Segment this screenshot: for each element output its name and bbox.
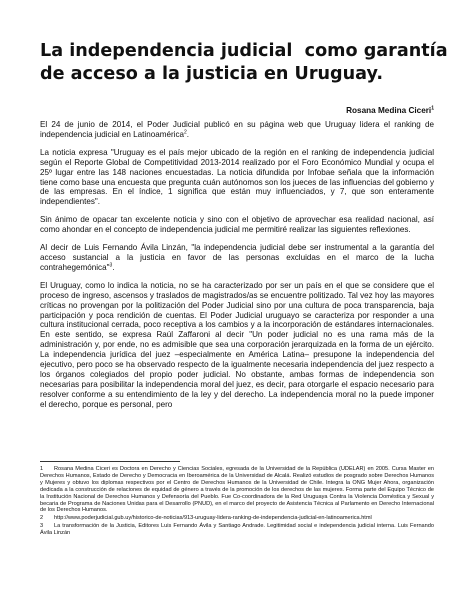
paragraph: La noticia expresa "Uruguay es el país mejor ubicado de la región en el ranking de independencia judicial según el Reporte Global de Competitividad 2013-2014 realizado por el Foro Económico Mundial y ocupa el 25º lugar entre las 148 naciones encuestadas. La noticia difundida por Infobae señala que la información tiene como base una encuesta que pregunta cuán autónomos son los jueces de las influencias del gobierno y de las empresas. En el índice, 1 significa que están muy influenciados, y 7, que son enteramente independientes". (40, 147, 434, 207)
footnote-text: La transformación de la Justicia, Editores Luis Fernando Ávila y Santiago Andrade. Legitimidad social e independencia judicial interna. Luis Fernando Ávila Linzán (40, 523, 434, 537)
title-line-2: de acceso a la justicia en Uruguay. (40, 64, 384, 84)
paragraph: El 24 de junio de 2014, el Poder Judicial publicó en su página web que Uruguay lidera el ranking de independencia judicial en Latinoamérica$^2$. (40, 120, 434, 139)
document-body (40, 120, 434, 410)
footnote (40, 523, 434, 537)
footnote-number: 2 (40, 515, 44, 522)
title-line-1: La independencia judicial como garantía (40, 41, 448, 61)
document-page (40, 40, 448, 411)
footnote (40, 515, 434, 522)
document-title (40, 40, 448, 86)
paragraph: Al decir de Luis Fernando Ávila Linzán, "la independencia judicial debe ser instrumental a la garantía del acceso sustancial a la justicia en favor de las personas excluidas en el marco de la lucha contrahegemónica"$^3$. (40, 243, 434, 272)
footnote-link[interactable]: http://www.poderjudicial.gub.uy/historico-de-noticias/913-uruguay-lidera-ranking-de-independencia-judicial-en-latinoamerica.html (54, 515, 372, 522)
paragraph: Sin ánimo de opacar tan excelente noticia y sino con el objetivo de aprovechar esa realidad nacional, así como ahondar en el concepto de independencia judicial me permitiré realizar las siguientes reflexiones. (40, 215, 434, 235)
paragraph: El Uruguay, como lo indica la noticia, no se ha caracterizado por ser un país en el que se considere que el proceso de ingreso, ascensos y traslados de magistrados/as se encuentre politizado. Tal vez hoy las mayores críticas no provengan por la politización del Poder Judicial sino por una cultura de poca transparencia, baja participación y poca rendición de cuentas. El Poder Judicial uruguayo se caracteriza por responder a una cultura institucional cerrada, poco receptiva a los cambios y a la incorporación de estándares internacionales. En este sentido, se expresa Raúl Zaffaroni al decir "Un poder judicial no es una rama más de la administración y, por ende, no es admisible que sea una corporación jerarquizada en la forma de un ejército. La independencia jurídica del juez –especialmente en América Latina– presupone la independencia del ejecutivo, pero poco se ha observado respecto de la igualmente necesaria independencia del juez respecto a los órganos colegiados del propio poder judicial. No obstante, ambas formas de independencia son necesarias para posibilitar la independencia moral del juez, es decir, para otorgarle el espacio necesario para resolver conforme a su entendimiento de la ley y del derecho. La independencia moral no la puede imponer el derecho, porque es personal, pero (40, 280, 434, 409)
author-name: Rosana Medina Ciceri (346, 106, 432, 115)
footnotes (40, 461, 434, 538)
footnote-number: 3 (40, 523, 44, 530)
author-footnote-ref[interactable]: 1 (431, 105, 434, 112)
footnote-ref[interactable]: 2 (184, 129, 187, 136)
footnote (40, 466, 434, 514)
footnote-text: Rosana Medina Ciceri es Doctora en Derecho y Ciencias Sociales, egresada de la Universidad de la República (UDELAR) en 2005. Cursa Master en Derechos Humanos, Estado de Derecho y Democracia en Iberoamérica de la Universidad de Alcalá. Realizó estudios de posgrado sobre Derechos Humanos y Mujeres y obtuvo los diplomas respectivos por el Centro de Derechos Humanos de la Universidad de Chile. Integra la ONG Mujer Ahora, organización dedicada a la construcción de relaciones de equidad de género a través de la promoción de los derechos de las mujeres. Forma parte del Equipo Técnico de la Institución Nacional de Derechos Humanos y Defensoría del Pueblo. Fue Co-coordinadora de la Red Uruguaya Contra la Violencia Doméstica y Sexual y becaria de Programa de Naciones Unidas para el Desarrollo (PNUD), en el marco del proyecto de Asistencia Técnica al Parlamento en Derecho Internacional de los Derechos Humanos. (40, 466, 434, 514)
footnote-divider (40, 461, 180, 462)
footnote-ref[interactable]: 3 (109, 262, 113, 269)
footnote-number: 1 (40, 466, 44, 472)
author-line (40, 106, 434, 116)
